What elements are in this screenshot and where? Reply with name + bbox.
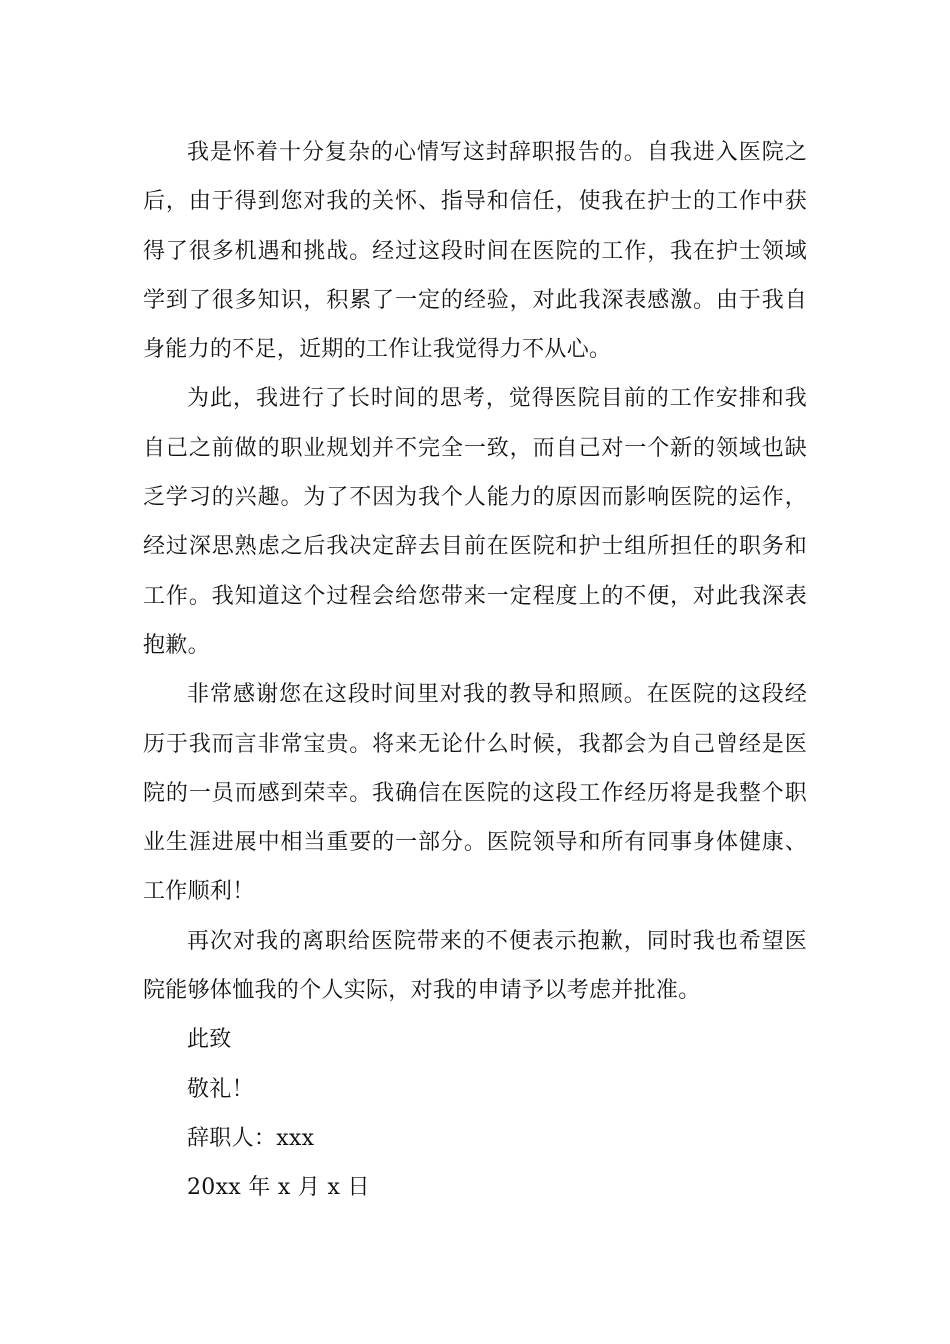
- signer-line: 辞职人：xxx: [187, 1125, 315, 1151]
- paragraph-1: 我是怀着十分复杂的心情写这封辞职报告的。自我进入医院之后，由于得到您对我的关怀、指导和信任，使我在护士的工作中获得了很多机遇和挑战。经过这段时间在医院的工作，我在护士领域学到了很多知识，积累了一定的经验，对此我深表感激。由于我自身能力的不足，近期的工作让我觉得力不从心。: [143, 140, 807, 363]
- closing-salutation: 此致: [187, 1027, 232, 1053]
- date-line: 20xx 年 x 月 x 日: [187, 1175, 370, 1201]
- paragraph-3: 非常感谢您在这段时间里对我的教导和照顾。在医院的这段经历于我而言非常宝贵。将来无论什么时候，我都会为自己曾经是医院的一员而感到荣幸。我确信在医院的这段工作经历将是我整个职业生涯进展中相当重要的一部分。医院领导和所有同事身体健康、工作顺利！: [143, 682, 807, 905]
- letter-body: [143, 128, 807, 1213]
- paragraph-4: 再次对我的离职给医院带来的不便表示抱歉，同时我也希望医院能够体恤我的个人实际，对我的申请予以考虑并批准。: [143, 928, 807, 1004]
- paragraph-2: 为此，我进行了长时间的思考，觉得医院目前的工作安排和我自己之前做的职业规划并不完全一致，而自己对一个新的领域也缺乏学习的兴趣。为了不因为我个人能力的原因而影响医院的运作，经过深思熟虑之后我决定辞去目前在医院和护士组所担任的职务和工作。我知道这个过程会给您带来一定程度上的不便，对此我深表抱歉。: [143, 386, 807, 658]
- closing-regards: 敬礼！: [187, 1076, 254, 1102]
